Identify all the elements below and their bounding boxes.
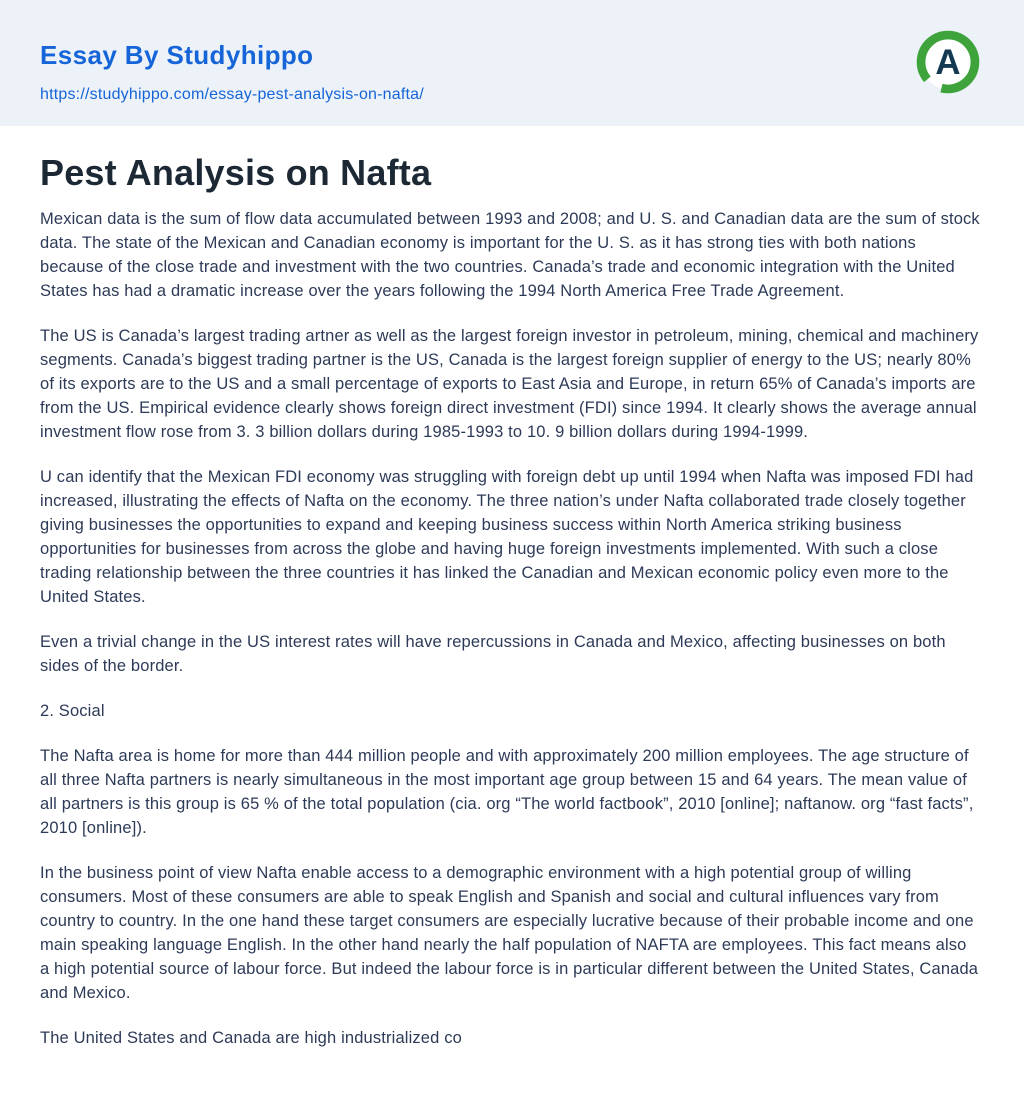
paragraph-2: The US is Canada’s largest trading artner as well as the largest foreign investor in petroleum, mining, chemical and machinery segments. Canada’s biggest trading partner is the US, Canada is the largest foreign supplier of energy to the US; nearly 80% of its exports are to the US and a small percentage of exports to East Asia and Europe, in return 65% of Canada’s imports are from the US. Empirical evidence clearly shows foreign direct investment (FDI) since 1994. It clearly shows the average annual investment flow rose from 3. 3 billion dollars during 1985-1993 to 10. 9 billion dollars during 1994-1999. [40,327,979,442]
logo-circle-a-icon [910,24,986,100]
article-title: Pest Analysis on Nafta [40,152,432,193]
paragraph-3: U can identify that the Mexican FDI economy was struggling with foreign debt up until 1994 when Nafta was imposed FDI had increased, illustrating the effects of Nafta on the economy. The three nation’s under Nafta collaborated trade closely together giving businesses the opportunities to expand and keeping business success within North America striking business opportunities for businesses from across the globe and having huge foreign investments implemented. With such a close trading relationship between the three countries it has linked the Canadian and Mexican economic policy even more to the United States. [40,468,974,607]
paragraph-8-truncated: The United States and Canada are high industrialized co [40,1029,462,1048]
paragraph-4: Even a trivial change in the US interest rates will have repercussions in Canada and Mexico, affecting businesses on both sides of the border. [40,633,946,676]
page-header [0,0,1024,126]
source-url-link[interactable]: https://studyhippo.com/essay-pest-analysis-on-nafta/ [40,86,424,103]
svg-text:A: A [935,42,961,82]
paragraph-1: Mexican data is the sum of flow data accumulated between 1993 and 2008; and U. S. and Canadian data are the sum of stock data. The state of the Mexican and Canadian economy is important for the U. S. as it has strong ties with both nations because of the close trade and investment with the two countries. Canada’s trade and economic integration with the United States has had a dramatic increase over the years following the 1994 North America Free Trade Agreement. [40,210,980,301]
studyhippo-logo [910,24,986,100]
paragraph-7: In the business point of view Nafta enable access to a demographic environment with a high potential group of willing consumers. Most of these consumers are able to speak English and Spanish and social and cultural influences vary from country to country. In the one hand these target consumers are especially lucrative because of their probable income and one main speaking language English. In the other hand nearly the half population of NAFTA are employees. This fact means also a high potential source of labour force. But indeed the labour force is in particular different between the United States, Canada and Mexico. [40,864,979,1003]
paragraph-6: The Nafta area is home for more than 444 million people and with approximately 200 million employees. The age structure of all three Nafta partners is nearly simultaneous in the most important age group between 15 and 64 years. The mean value of all partners is this group is 65 % of the total population (cia. org “The world factbook”, 2010 [online]; naftanow. org “fast facts”, 2010 [online]). [40,747,974,838]
section-heading-social: 2. Social [40,702,105,721]
site-title: Essay By Studyhippo [40,40,314,70]
article-body [0,152,1024,1050]
